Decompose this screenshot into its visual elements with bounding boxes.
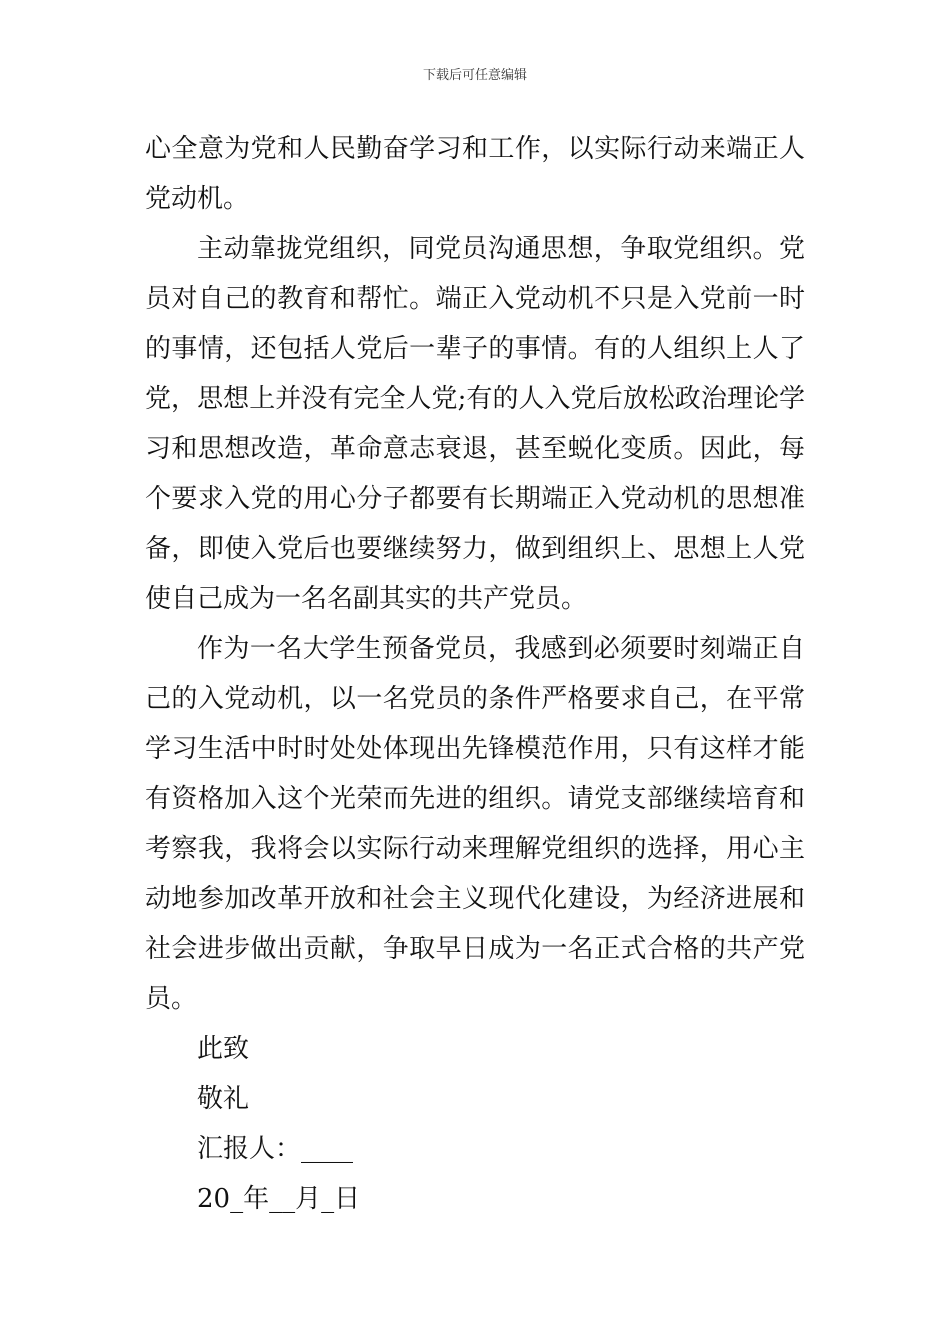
paragraph-line: 考察我，我将会以实际行动来理解党组织的选择，用心主	[145, 834, 805, 864]
paragraph-line: 心全意为党和人民勤奋学习和工作，以实际行动来端正人	[145, 134, 805, 164]
paragraph-line: 使自己成为一名名副其实的共产党员。	[145, 584, 588, 614]
paragraph-line: 学习生活中时时处处体现出先锋模范作用，只有这样才能	[145, 734, 805, 764]
closing-salutation: 此致	[197, 1034, 250, 1064]
paragraph-line: 备，即使入党后也要继续努力，做到组织上、思想上人党	[145, 534, 805, 564]
paragraph-line: 主动靠拢党组织，同党员沟通思想，争取党组织。党	[197, 234, 805, 264]
paragraph-line: 有资格加入这个光荣而先进的组织。请党支部继续培育和	[145, 784, 805, 814]
date-line: 20_年__月_日	[197, 1184, 361, 1214]
paragraph-line: 作为一名大学生预备党员，我感到必须要时刻端正自	[197, 634, 805, 664]
paragraph-line: 党动机。	[145, 184, 250, 214]
paragraph-line: 的事情，还包括人党后一辈子的事情。有的人组织上人了	[145, 334, 805, 364]
paragraph-line: 社会进步做出贡献，争取早日成为一名正式合格的共产党	[145, 934, 805, 964]
paragraph-line: 动地参加改革开放和社会主义现代化建设，为经济进展和	[145, 884, 805, 914]
paragraph-line: 党，思想上并没有完全人党;有的人入党后放松政治理论学	[145, 384, 805, 414]
paragraph-line: 习和思想改造，革命意志衰退，甚至蜕化变质。因此，每	[145, 434, 805, 464]
paragraph-line: 员。	[145, 984, 198, 1014]
paragraph-line: 员对自己的教育和帮忙。端正入党动机不只是入党前一时	[145, 284, 805, 314]
paragraph-line: 个要求入党的用心分子都要有长期端正入党动机的思想准	[145, 484, 805, 514]
reporter-signature-line: 汇报人：____	[197, 1134, 354, 1164]
page-header-note: 下载后可任意编辑	[422, 68, 527, 83]
closing-regards: 敬礼	[197, 1084, 250, 1114]
paragraph-line: 己的入党动机，以一名党员的条件严格要求自己，在平常	[145, 684, 805, 714]
